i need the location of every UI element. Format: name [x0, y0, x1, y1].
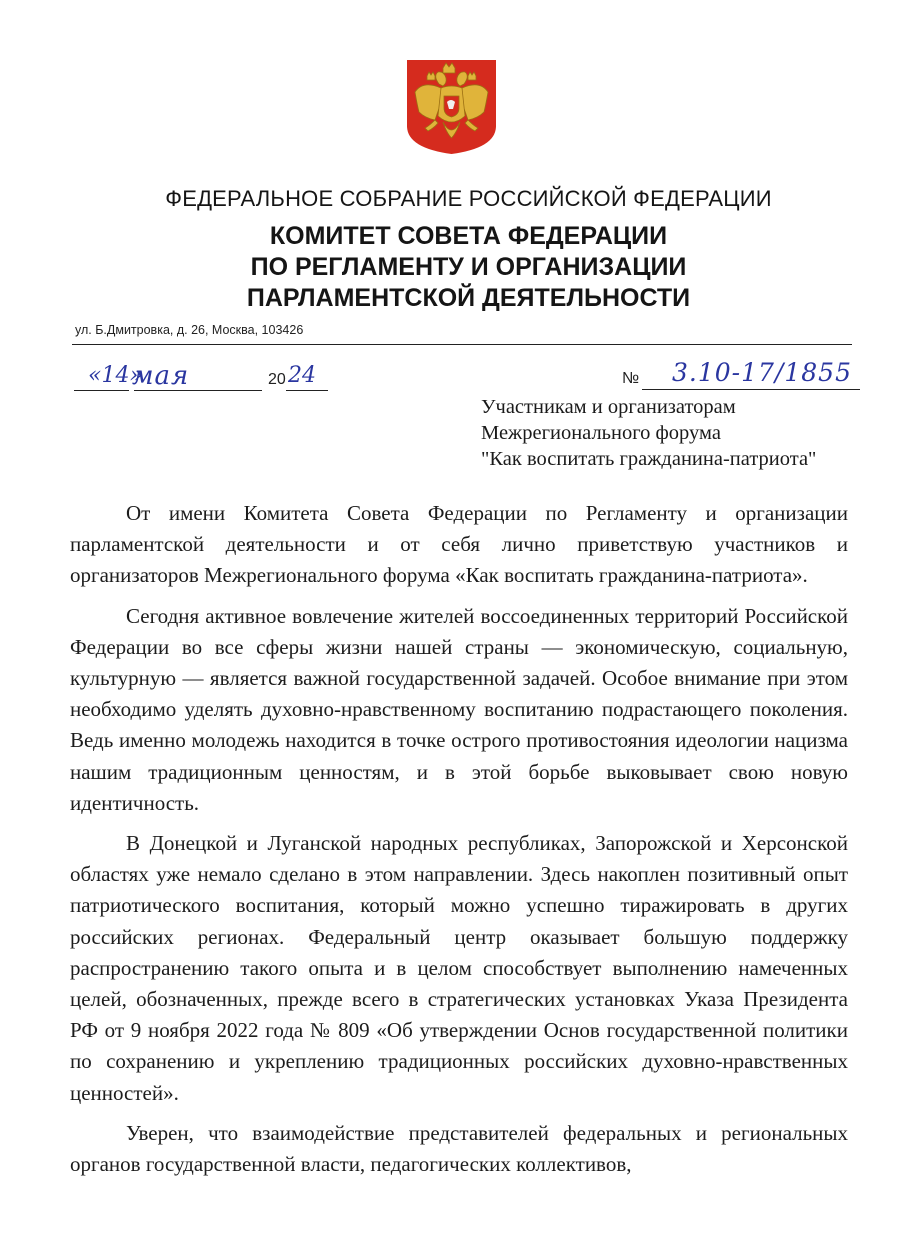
recipient-line3: "Как воспитать гражданина-патриота": [481, 448, 817, 470]
recipient-line2: Межрегионального форума: [481, 422, 721, 444]
recipient-block: [481, 394, 816, 472]
date-month: мая: [132, 361, 190, 391]
paragraph-1: От имени Комитета Совета Федерации по Регламенту и организации парламентской деятельности и от себя лично приветствую участников и организаторов Межрегионального форума «Как воспитать гражданина-патриота».: [70, 501, 848, 588]
committee-title-line1: КОМИТЕТ СОВЕТА ФЕДЕРАЦИИ: [269, 222, 668, 250]
letter-body: [70, 498, 848, 1189]
date-year-printed: 20: [268, 371, 286, 388]
date-field: [74, 363, 344, 393]
date-day: «14»: [88, 363, 143, 388]
number-sign: №: [622, 370, 640, 387]
date-year-underline: [286, 390, 328, 391]
date-year-handwritten: 24: [288, 363, 316, 388]
committee-title-line3: ПАРЛАМЕНТСКОЙ ДЕЯТЕЛЬНОСТИ: [246, 284, 691, 312]
reference-underline: [642, 389, 860, 390]
coat-of-arms-icon: [405, 58, 498, 156]
date-day-underline: [74, 390, 129, 391]
reference-number-field: [620, 358, 880, 392]
committee-title: [8, 221, 921, 314]
recipient-line1: Участникам и организаторам: [481, 396, 736, 418]
paragraph-3: В Донецкой и Луганской народных республиках, Запорожской и Херсонской областях уже немало сделано в этом направлении. Здесь накоплен позитивный опыт патриотического воспитания, который можно успешно тиражировать в других российских регионах. Федеральный центр оказывает большую поддержку распространению такого опыта и в целом способствует выполнению намеченных целей, обозначенных, прежде всего в стратегических установках Указа Президента РФ от 9 ноября 2022 года № 809 «Об утверждении Основ государственной политики по сохранению и укреплению традиционных российских духовно-нравственных ценностей».: [70, 831, 848, 1105]
assembly-title: ФЕДЕРАЛЬНОЕ СОБРАНИЕ РОССИЙСКОЙ ФЕДЕРАЦИИ: [165, 186, 772, 211]
address: ул. Б.Дмитровка, д. 26, Москва, 103426: [75, 323, 304, 337]
committee-title-line2: ПО РЕГЛАМЕНТУ И ОРГАНИЗАЦИИ: [250, 253, 687, 281]
date-month-underline: [134, 390, 262, 391]
paragraph-2: Сегодня активное вовлечение жителей воссоединенных территорий Российской Федерации во все сферы жизни нашей страны — экономическую, социальную, культурную — является важной государственной задачей. Особое внимание при этом необходимо уделять духовно-нравственному воспитанию подрастающего поколения. Ведь именно молодежь находится в точке острого противостояния идеологии нацизма нашим традиционным ценностям, и в этой борьбе выковывает свою новую идентичность.: [70, 603, 848, 815]
header-divider: [72, 344, 852, 345]
paragraph-4: Уверен, что взаимодействие представителей федеральных и региональных органов государственной власти, педагогических коллективов,: [70, 1120, 848, 1177]
reference-number: 3.10-17/1855: [672, 358, 852, 387]
